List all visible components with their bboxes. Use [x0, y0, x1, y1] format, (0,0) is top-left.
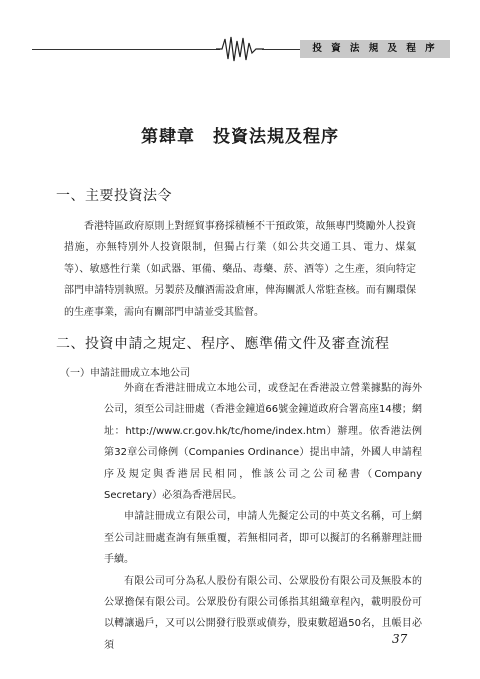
paragraph-text: 有限公司可分為私人股份有限公司、公眾股份有限公司及無股本的公眾擔保有限公司。公眾股份有限公司係指其組織章程內，載明股份可以轉讓過戶，又可以公開發行股票或債券，股東數超過50名，且帳目必須: [104, 575, 422, 651]
section-heading-1: 一、主要投資法令: [56, 188, 172, 204]
paragraph-text: 香港特區政府原則上對經貿事務採積極不干預政策，故無專門獎勵外人投資措施，亦無特別外人投資限制，但獨占行業（如公共交通工具、電力、煤氣等）、敏感性行業（如武器、軍備、藥品、毒藥、菸、酒等）之生產，須向特定部門申請特別執照。另製菸及釀酒需設倉庫，俾海關派人常駐查核。而有關環保的生產事業，需向有關部門申請並受其監督。: [64, 221, 416, 318]
subsection-heading-1: （一）申請註冊成立本地公司: [60, 368, 190, 379]
page-number: 37: [392, 632, 408, 646]
paragraph-text: 外商在香港註冊成立本地公司，或登記在香港設立營業據點的海外公司，須至公司註冊處（香港金鐘道66號金鐘道政府合署高座14樓；網址：http://www.cr.gov.hk/tc/home/index.htm）辦理。依香港法例第32章公司條例（Companies Ordinance）提出申請，外國人申請程序及規定與香港居民相同，惟該公司之公司秘書（Company Secretary）必須為香港居民。: [104, 383, 422, 502]
subsection1-body: [104, 378, 422, 656]
header-rule-left: [32, 49, 220, 50]
header-rule-right: [262, 49, 302, 50]
heartbeat-wave-icon: [216, 35, 264, 63]
running-header: [0, 0, 480, 60]
running-title: 投 資 法 規 及 程 序: [300, 40, 450, 58]
paragraph-text: 申請註冊成立有限公司，申請人先擬定公司的中英文名稱，可上網至公司註冊處查詢有無重覆，若無相同者，即可以擬訂的名稱辦理註冊手續。: [104, 511, 422, 566]
section-heading-2: 二、投資申請之規定、程序、應準備文件及審查流程: [56, 336, 390, 352]
chapter-title: 第肆章 投資法規及程序: [141, 127, 339, 147]
section1-paragraph: [64, 216, 416, 323]
